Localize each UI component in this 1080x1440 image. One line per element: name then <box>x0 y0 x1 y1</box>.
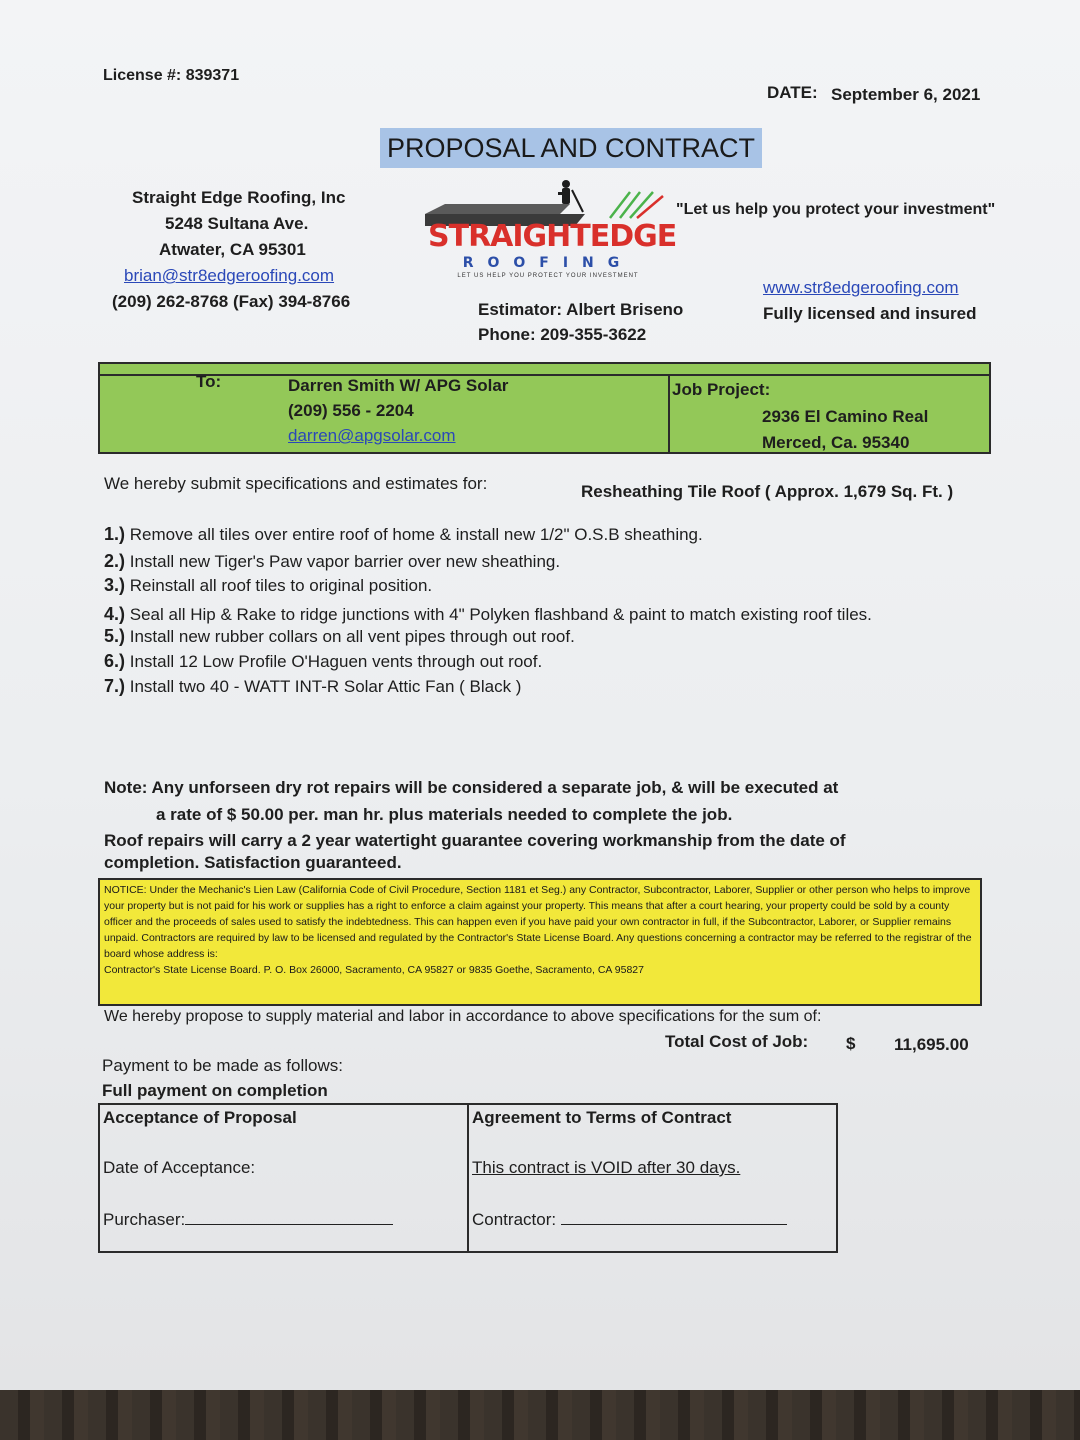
company-website-link[interactable]: www.str8edgeroofing.com <box>763 278 959 297</box>
list-item <box>104 604 872 625</box>
list-item <box>104 676 521 697</box>
table-divider <box>467 1105 469 1251</box>
document-title: PROPOSAL AND CONTRACT <box>380 128 762 168</box>
notice-text: NOTICE: Under the Mechanic's Lien Law (California Code of Civil Procedure, Section 1181 et Seg.) any Contractor, Subcontractor, Laborer, Supplier or other person who helps to improve your property but is not paid for his work or supplies has a right to enforce a claim against your property. This means that after a court hearing, your property could be sold by a county officer and the proceeds of sales used to satisfy the indebtedness. This can happen even if you have paid your own contractor in full, if the Subcontractor, Laborer, or Supplier remains unpaid. Contractors are required by law to be licensed and regulated by the Contractor's State License Board. Any questions concerning a contractor may be referred to the registrar of the board whose address is: <box>104 884 972 960</box>
company-city: Atwater, CA 95301 <box>159 240 306 259</box>
logo-subtitle: ROOFING <box>462 255 634 271</box>
job-project-label: Job Project: <box>672 380 771 399</box>
company-street: 5248 Sultana Ave. <box>165 214 309 233</box>
purchaser-signature-line[interactable] <box>185 1208 393 1225</box>
item-number: 1.) <box>104 524 126 544</box>
list-item <box>104 626 575 647</box>
item-number: 4.) <box>104 604 126 624</box>
client-name: Darren Smith W/ APG Solar <box>288 376 509 395</box>
to-label: To: <box>196 372 222 391</box>
contractor-signature-line[interactable] <box>561 1208 787 1225</box>
item-number: 3.) <box>104 575 126 595</box>
logo-tagline: LET US HELP YOU PROTECT YOUR INVESTMENT <box>457 273 639 279</box>
void-notice: This contract is VOID after 30 days. <box>472 1158 741 1177</box>
estimator-phone: Phone: 209-355-3622 <box>478 325 647 344</box>
acceptance-table <box>98 1103 838 1253</box>
item-text: Install two 40 - WATT INT-R Solar Attic Fan ( Black ) <box>129 677 522 696</box>
note-line-1: Note: Any unforseen dry rot repairs will be considered a separate job, & will be executed at <box>104 778 839 797</box>
item-number: 5.) <box>104 626 126 646</box>
note-line-3: Roof repairs will carry a 2 year watertight guarantee covering workmanship from the date of <box>104 831 846 850</box>
total-cost-value: 11,695.00 <box>894 1035 969 1054</box>
item-text: Seal all Hip & Rake to ridge junctions with 4" Polyken flashband & paint to match existing roof tiles. <box>129 605 872 624</box>
contractor-label: Contractor: <box>472 1210 557 1229</box>
client-info-box <box>98 362 991 454</box>
box-rule <box>100 374 989 376</box>
client-email-link[interactable]: darren@apgsolar.com <box>288 426 456 445</box>
item-number: 6.) <box>104 651 126 671</box>
client-phone: (209) 556 - 2204 <box>288 401 414 420</box>
item-text: Install new Tiger's Paw vapor barrier over new sheathing. <box>129 552 561 571</box>
currency-symbol: $ <box>846 1034 856 1053</box>
purchaser-field[interactable] <box>103 1208 393 1230</box>
company-phone: (209) 262-8768 (Fax) 394-8766 <box>112 292 351 311</box>
propose-statement: We hereby propose to supply material and labor in accordance to above specifications for the sum of: <box>104 1008 822 1025</box>
payment-label: Payment to be made as follows: <box>102 1056 343 1075</box>
background-surface <box>0 1390 1080 1440</box>
job-description: Resheathing Tile Roof ( Approx. 1,679 Sq. Ft. ) <box>581 482 954 501</box>
spec-intro: We hereby submit specifications and estimates for: <box>104 474 488 493</box>
license-number: License #: 839371 <box>103 67 240 84</box>
list-item <box>104 551 560 572</box>
box-divider <box>668 374 670 454</box>
licensed-insured: Fully licensed and insured <box>763 304 977 323</box>
grass-strokes-icon <box>610 192 663 218</box>
acceptance-title: Acceptance of Proposal <box>103 1108 297 1127</box>
company-tagline: "Let us help you protect your investment" <box>676 201 996 218</box>
list-item <box>104 524 703 545</box>
total-cost-label: Total Cost of Job: <box>665 1032 809 1051</box>
date-value: September 6, 2021 <box>831 85 981 104</box>
note-line-2: a rate of $ 50.00 per. man hr. plus materials needed to complete the job. <box>156 805 733 824</box>
item-number: 2.) <box>104 551 126 571</box>
item-number: 7.) <box>104 676 126 696</box>
company-email-link[interactable]: brian@str8edgeroofing.com <box>124 266 335 285</box>
note-line-4: completion. Satisfaction guaranteed. <box>104 853 402 872</box>
agreement-title: Agreement to Terms of Contract <box>472 1108 732 1127</box>
estimator-name: Estimator: Albert Briseno <box>478 300 684 319</box>
list-item <box>104 651 542 672</box>
logo-wordmark: STRAIGHTEDGE <box>428 219 677 254</box>
date-of-acceptance-label: Date of Acceptance: <box>103 1158 256 1177</box>
purchaser-label: Purchaser: <box>103 1210 186 1229</box>
job-address-line2: Merced, Ca. 95340 <box>762 433 910 452</box>
contractor-field[interactable] <box>472 1208 787 1230</box>
date-label: DATE: <box>767 83 818 102</box>
list-item <box>104 575 432 596</box>
item-text: Reinstall all roof tiles to original position. <box>129 576 433 595</box>
item-text: Install 12 Low Profile O'Haguen vents through out roof. <box>129 652 543 671</box>
lien-law-notice <box>98 878 982 1006</box>
company-name: Straight Edge Roofing, Inc <box>132 188 346 207</box>
item-text: Install new rubber collars on all vent pipes through out roof. <box>129 627 575 646</box>
notice-address: Contractor's State License Board. P. O. Box 26000, Sacramento, CA 95827 or 9835 Goethe, Sacramento, CA 95827 <box>104 964 644 976</box>
payment-terms: Full payment on completion <box>102 1081 328 1100</box>
job-address-line1: 2936 El Camino Real <box>762 407 929 426</box>
roof-ridge-icon <box>425 204 570 214</box>
item-text: Remove all tiles over entire roof of home & install new 1/2" O.S.B sheathing. <box>129 525 703 544</box>
